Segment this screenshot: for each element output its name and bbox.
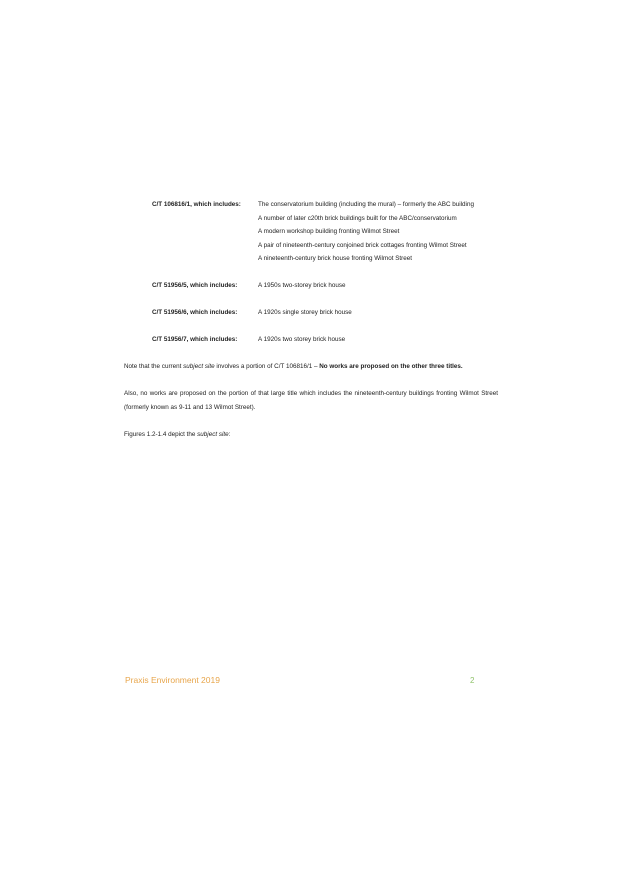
title-item: The conservatorium building (including the mural) – formerly the ABC building — [258, 201, 474, 208]
note-subject-site: subject site — [183, 363, 215, 370]
figures-prefix: Figures 1.2-1.4 depict the — [124, 431, 198, 438]
figures-paragraph — [124, 428, 498, 442]
title-item: A modern workshop building fronting Wilmot Street — [258, 228, 400, 235]
figures-subject-site: subject site — [197, 431, 229, 438]
figures-suffix: : — [228, 431, 231, 438]
title-label: C/T 51956/5, which includes: — [152, 282, 238, 289]
footer-company: Praxis Environment 2019 — [125, 675, 220, 685]
title-item: A pair of nineteenth-century conjoined brick cottages fronting Wilmot Street — [258, 241, 467, 249]
also-paragraph: Also, no works are proposed on the portion of that large title which includes the nineteenth-century buildings fronting Wilmot Street (formerly known as 9-11 and 13 Wilmot Street). — [124, 390, 498, 411]
title-item: A nineteenth-century brick house fronting Wilmot Street — [258, 255, 412, 262]
note-middle: involves a portion of C/T 106816/1 – — [214, 363, 320, 370]
footer-page-number: 2 — [470, 676, 475, 685]
note-bold-statement: No works are proposed on the other three titles. — [319, 363, 463, 370]
note-prefix: Note that the current — [124, 363, 184, 370]
title-item: A number of later c20th brick buildings built for the ABC/conservatorium — [258, 214, 457, 222]
title-label: C/T 106816/1, which includes: — [152, 201, 241, 208]
title-label: C/T 51956/7, which includes: — [152, 336, 238, 343]
title-item: A 1950s two-storey brick house — [258, 282, 346, 289]
note-paragraph — [124, 360, 498, 374]
title-item: A 1920s two storey brick house — [258, 336, 346, 343]
title-label: C/T 51956/6, which includes: — [152, 309, 238, 316]
title-item: A 1920s single storey brick house — [258, 309, 352, 316]
